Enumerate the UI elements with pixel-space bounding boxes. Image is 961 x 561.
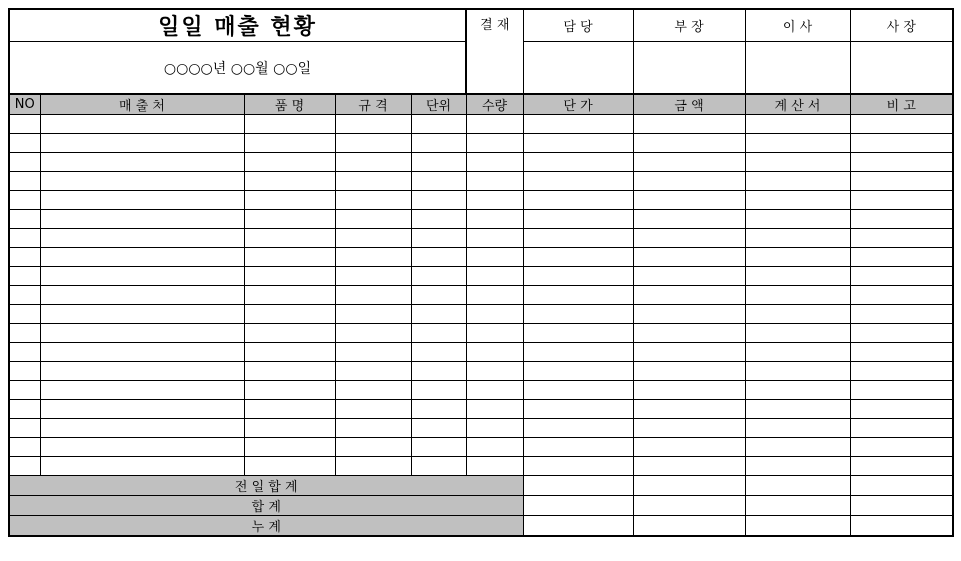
cell-item-name[interactable] bbox=[244, 210, 335, 229]
cell-item-name[interactable] bbox=[244, 305, 335, 324]
cell-invoice[interactable] bbox=[745, 267, 850, 286]
cell-remarks[interactable] bbox=[850, 381, 953, 400]
cell-remarks[interactable] bbox=[850, 438, 953, 457]
cell-invoice[interactable] bbox=[745, 210, 850, 229]
cell-customer[interactable] bbox=[40, 248, 244, 267]
total-row-cell-invoice[interactable] bbox=[745, 496, 850, 516]
cumulative-row-label: 누 계 bbox=[9, 516, 523, 537]
cell-quantity[interactable] bbox=[466, 229, 523, 248]
cell-unit[interactable] bbox=[411, 210, 466, 229]
cell-invoice[interactable] bbox=[745, 343, 850, 362]
cell-quantity[interactable] bbox=[466, 267, 523, 286]
cell-unit-price[interactable] bbox=[523, 134, 633, 153]
cell-quantity[interactable] bbox=[466, 191, 523, 210]
cell-invoice[interactable] bbox=[745, 134, 850, 153]
cell-remarks[interactable] bbox=[850, 191, 953, 210]
report-header-table bbox=[8, 8, 954, 94]
cell-item-name[interactable] bbox=[244, 248, 335, 267]
cell-customer[interactable] bbox=[40, 419, 244, 438]
cell-amount[interactable] bbox=[633, 305, 745, 324]
cell-unit-price[interactable] bbox=[523, 305, 633, 324]
cell-invoice[interactable] bbox=[745, 400, 850, 419]
cell-unit-price[interactable] bbox=[523, 286, 633, 305]
cell-remarks[interactable] bbox=[850, 134, 953, 153]
cell-spec[interactable] bbox=[335, 343, 411, 362]
cell-unit-price[interactable] bbox=[523, 229, 633, 248]
cell-customer[interactable] bbox=[40, 229, 244, 248]
cell-no[interactable] bbox=[9, 134, 40, 153]
cell-quantity[interactable] bbox=[466, 115, 523, 134]
sign-box-president[interactable] bbox=[850, 42, 953, 94]
cell-spec[interactable] bbox=[335, 419, 411, 438]
cell-amount[interactable] bbox=[633, 286, 745, 305]
approver-staff: 담 당 bbox=[523, 9, 633, 42]
cell-spec[interactable] bbox=[335, 229, 411, 248]
cell-no[interactable] bbox=[9, 229, 40, 248]
approval-label: 결 재 bbox=[466, 9, 523, 94]
cell-spec[interactable] bbox=[335, 210, 411, 229]
cell-spec[interactable] bbox=[335, 172, 411, 191]
cell-amount[interactable] bbox=[633, 267, 745, 286]
cell-unit[interactable] bbox=[411, 305, 466, 324]
sign-box-staff[interactable] bbox=[523, 42, 633, 94]
cell-item-name[interactable] bbox=[244, 381, 335, 400]
total-row-label: 합 계 bbox=[9, 496, 523, 516]
cell-remarks[interactable] bbox=[850, 172, 953, 191]
cell-remarks[interactable] bbox=[850, 115, 953, 134]
cell-no[interactable] bbox=[9, 267, 40, 286]
sign-box-director[interactable] bbox=[745, 42, 850, 94]
cell-unit[interactable] bbox=[411, 438, 466, 457]
cell-no[interactable] bbox=[9, 438, 40, 457]
cell-invoice[interactable] bbox=[745, 457, 850, 476]
cell-unit-price[interactable] bbox=[523, 267, 633, 286]
table-row bbox=[9, 267, 953, 286]
cell-spec[interactable] bbox=[335, 381, 411, 400]
cell-customer[interactable] bbox=[40, 191, 244, 210]
cell-invoice[interactable] bbox=[745, 172, 850, 191]
cell-quantity[interactable] bbox=[466, 172, 523, 191]
cell-invoice[interactable] bbox=[745, 381, 850, 400]
cell-quantity[interactable] bbox=[466, 343, 523, 362]
cell-unit[interactable] bbox=[411, 134, 466, 153]
cell-item-name[interactable] bbox=[244, 153, 335, 172]
cell-remarks[interactable] bbox=[850, 419, 953, 438]
cell-quantity[interactable] bbox=[466, 457, 523, 476]
cell-invoice[interactable] bbox=[745, 191, 850, 210]
total-row bbox=[9, 496, 953, 516]
cell-spec[interactable] bbox=[335, 248, 411, 267]
table-row bbox=[9, 115, 953, 134]
cell-unit[interactable] bbox=[411, 457, 466, 476]
cell-unit[interactable] bbox=[411, 115, 466, 134]
cell-quantity[interactable] bbox=[466, 305, 523, 324]
cell-unit-price[interactable] bbox=[523, 419, 633, 438]
cell-item-name[interactable] bbox=[244, 457, 335, 476]
cell-remarks[interactable] bbox=[850, 229, 953, 248]
prev-total-row bbox=[9, 476, 953, 496]
cell-amount[interactable] bbox=[633, 191, 745, 210]
report-date: ○○○○년 ○○월 ○○일 bbox=[9, 42, 466, 94]
cell-unit[interactable] bbox=[411, 191, 466, 210]
table-row bbox=[9, 134, 953, 153]
cell-unit[interactable] bbox=[411, 172, 466, 191]
cell-no[interactable] bbox=[9, 191, 40, 210]
total-row-cell-amount[interactable] bbox=[633, 496, 745, 516]
cell-remarks[interactable] bbox=[850, 343, 953, 362]
cell-customer[interactable] bbox=[40, 210, 244, 229]
cell-invoice[interactable] bbox=[745, 438, 850, 457]
cell-spec[interactable] bbox=[335, 400, 411, 419]
cell-amount[interactable] bbox=[633, 115, 745, 134]
table-row bbox=[9, 172, 953, 191]
cell-remarks[interactable] bbox=[850, 362, 953, 381]
cell-unit-price[interactable] bbox=[523, 381, 633, 400]
cell-amount[interactable] bbox=[633, 210, 745, 229]
cell-invoice[interactable] bbox=[745, 362, 850, 381]
cell-quantity[interactable] bbox=[466, 286, 523, 305]
cell-invoice[interactable] bbox=[745, 229, 850, 248]
cell-unit-price[interactable] bbox=[523, 153, 633, 172]
cell-remarks[interactable] bbox=[850, 400, 953, 419]
cell-unit[interactable] bbox=[411, 248, 466, 267]
cell-item-name[interactable] bbox=[244, 134, 335, 153]
cell-customer[interactable] bbox=[40, 115, 244, 134]
cell-remarks[interactable] bbox=[850, 305, 953, 324]
cell-unit[interactable] bbox=[411, 267, 466, 286]
cell-no[interactable] bbox=[9, 248, 40, 267]
cell-item-name[interactable] bbox=[244, 362, 335, 381]
cell-remarks[interactable] bbox=[850, 267, 953, 286]
cell-unit-price[interactable] bbox=[523, 210, 633, 229]
cell-amount[interactable] bbox=[633, 400, 745, 419]
table-row bbox=[9, 191, 953, 210]
cell-no[interactable] bbox=[9, 362, 40, 381]
cell-remarks[interactable] bbox=[850, 324, 953, 343]
cell-quantity[interactable] bbox=[466, 419, 523, 438]
table-row bbox=[9, 153, 953, 172]
cell-spec[interactable] bbox=[335, 134, 411, 153]
cell-unit-price[interactable] bbox=[523, 343, 633, 362]
cell-invoice[interactable] bbox=[745, 248, 850, 267]
column-header-spec: 규 격 bbox=[335, 94, 411, 115]
cell-item-name[interactable] bbox=[244, 400, 335, 419]
cell-amount[interactable] bbox=[633, 229, 745, 248]
cell-unit-price[interactable] bbox=[523, 115, 633, 134]
cell-customer[interactable] bbox=[40, 438, 244, 457]
column-header-customer: 매 출 처 bbox=[40, 94, 244, 115]
cell-unit[interactable] bbox=[411, 419, 466, 438]
cell-no[interactable] bbox=[9, 419, 40, 438]
cell-unit[interactable] bbox=[411, 324, 466, 343]
cell-quantity[interactable] bbox=[466, 324, 523, 343]
cell-customer[interactable] bbox=[40, 324, 244, 343]
cell-unit[interactable] bbox=[411, 153, 466, 172]
cell-spec[interactable] bbox=[335, 286, 411, 305]
cell-unit-price[interactable] bbox=[523, 191, 633, 210]
cell-amount[interactable] bbox=[633, 419, 745, 438]
cell-invoice[interactable] bbox=[745, 324, 850, 343]
cell-remarks[interactable] bbox=[850, 248, 953, 267]
column-header-remarks: 비 고 bbox=[850, 94, 953, 115]
table-row bbox=[9, 229, 953, 248]
cell-amount[interactable] bbox=[633, 381, 745, 400]
table-row bbox=[9, 248, 953, 267]
cell-item-name[interactable] bbox=[244, 324, 335, 343]
cell-spec[interactable] bbox=[335, 438, 411, 457]
table-row bbox=[9, 324, 953, 343]
cell-customer[interactable] bbox=[40, 305, 244, 324]
total-row-cell-unit-price[interactable] bbox=[523, 496, 633, 516]
column-header-amount: 금 액 bbox=[633, 94, 745, 115]
cell-invoice[interactable] bbox=[745, 153, 850, 172]
cell-customer[interactable] bbox=[40, 153, 244, 172]
cell-amount[interactable] bbox=[633, 172, 745, 191]
cell-quantity[interactable] bbox=[466, 438, 523, 457]
table-row bbox=[9, 343, 953, 362]
cell-unit-price[interactable] bbox=[523, 400, 633, 419]
cell-item-name[interactable] bbox=[244, 229, 335, 248]
cell-quantity[interactable] bbox=[466, 400, 523, 419]
cell-no[interactable] bbox=[9, 172, 40, 191]
prev-total-row-label: 전 일 합 계 bbox=[9, 476, 523, 496]
cumulative-row-cell-invoice[interactable] bbox=[745, 516, 850, 537]
cell-customer[interactable] bbox=[40, 172, 244, 191]
cell-invoice[interactable] bbox=[745, 286, 850, 305]
column-header-item-name: 품 명 bbox=[244, 94, 335, 115]
column-header-no: NO bbox=[9, 94, 40, 115]
approver-director: 이 사 bbox=[745, 9, 850, 42]
cell-amount[interactable] bbox=[633, 134, 745, 153]
cell-unit-price[interactable] bbox=[523, 362, 633, 381]
cell-customer[interactable] bbox=[40, 400, 244, 419]
cell-unit[interactable] bbox=[411, 229, 466, 248]
table-row bbox=[9, 457, 953, 476]
cell-spec[interactable] bbox=[335, 324, 411, 343]
cell-no[interactable] bbox=[9, 457, 40, 476]
cell-unit-price[interactable] bbox=[523, 248, 633, 267]
cell-unit-price[interactable] bbox=[523, 172, 633, 191]
cell-item-name[interactable] bbox=[244, 115, 335, 134]
cell-no[interactable] bbox=[9, 153, 40, 172]
cell-quantity[interactable] bbox=[466, 134, 523, 153]
cell-unit[interactable] bbox=[411, 381, 466, 400]
cell-customer[interactable] bbox=[40, 343, 244, 362]
cell-spec[interactable] bbox=[335, 305, 411, 324]
cell-no[interactable] bbox=[9, 400, 40, 419]
column-header-unit: 단위 bbox=[411, 94, 466, 115]
table-row bbox=[9, 438, 953, 457]
cell-amount[interactable] bbox=[633, 343, 745, 362]
cell-no[interactable] bbox=[9, 115, 40, 134]
cell-spec[interactable] bbox=[335, 362, 411, 381]
approver-president: 사 장 bbox=[850, 9, 953, 42]
cell-remarks[interactable] bbox=[850, 210, 953, 229]
cell-no[interactable] bbox=[9, 381, 40, 400]
cell-invoice[interactable] bbox=[745, 419, 850, 438]
cumulative-row bbox=[9, 516, 953, 537]
cell-item-name[interactable] bbox=[244, 191, 335, 210]
cell-remarks[interactable] bbox=[850, 286, 953, 305]
prev-total-row-cell-unit-price[interactable] bbox=[523, 476, 633, 496]
prev-total-row-cell-invoice[interactable] bbox=[745, 476, 850, 496]
table-row bbox=[9, 419, 953, 438]
cumulative-row-cell-amount[interactable] bbox=[633, 516, 745, 537]
cell-unit[interactable] bbox=[411, 343, 466, 362]
column-header-unit-price: 단 가 bbox=[523, 94, 633, 115]
cell-unit[interactable] bbox=[411, 400, 466, 419]
cell-spec[interactable] bbox=[335, 115, 411, 134]
cell-unit[interactable] bbox=[411, 286, 466, 305]
cell-no[interactable] bbox=[9, 343, 40, 362]
table-row bbox=[9, 400, 953, 419]
cell-quantity[interactable] bbox=[466, 381, 523, 400]
cell-no[interactable] bbox=[9, 210, 40, 229]
cell-unit-price[interactable] bbox=[523, 457, 633, 476]
cell-spec[interactable] bbox=[335, 191, 411, 210]
total-row-cell-remarks[interactable] bbox=[850, 496, 953, 516]
sign-box-manager[interactable] bbox=[633, 42, 745, 94]
cell-unit[interactable] bbox=[411, 362, 466, 381]
cell-invoice[interactable] bbox=[745, 305, 850, 324]
cell-customer[interactable] bbox=[40, 286, 244, 305]
cell-quantity[interactable] bbox=[466, 248, 523, 267]
cell-invoice[interactable] bbox=[745, 115, 850, 134]
cell-amount[interactable] bbox=[633, 457, 745, 476]
table-row bbox=[9, 286, 953, 305]
cell-quantity[interactable] bbox=[466, 153, 523, 172]
column-header-invoice: 계 산 서 bbox=[745, 94, 850, 115]
cell-item-name[interactable] bbox=[244, 286, 335, 305]
cell-amount[interactable] bbox=[633, 362, 745, 381]
cell-item-name[interactable] bbox=[244, 172, 335, 191]
cell-spec[interactable] bbox=[335, 153, 411, 172]
table-row bbox=[9, 381, 953, 400]
table-row bbox=[9, 210, 953, 229]
cell-item-name[interactable] bbox=[244, 343, 335, 362]
cell-item-name[interactable] bbox=[244, 267, 335, 286]
cell-spec[interactable] bbox=[335, 457, 411, 476]
cell-amount[interactable] bbox=[633, 153, 745, 172]
cell-quantity[interactable] bbox=[466, 362, 523, 381]
cell-amount[interactable] bbox=[633, 248, 745, 267]
cell-unit-price[interactable] bbox=[523, 438, 633, 457]
cell-amount[interactable] bbox=[633, 438, 745, 457]
cell-customer[interactable] bbox=[40, 134, 244, 153]
approver-manager: 부 장 bbox=[633, 9, 745, 42]
cell-customer[interactable] bbox=[40, 362, 244, 381]
table-row bbox=[9, 305, 953, 324]
cell-item-name[interactable] bbox=[244, 438, 335, 457]
column-header-quantity: 수량 bbox=[466, 94, 523, 115]
prev-total-row-cell-remarks[interactable] bbox=[850, 476, 953, 496]
cell-remarks[interactable] bbox=[850, 153, 953, 172]
cell-spec[interactable] bbox=[335, 267, 411, 286]
cell-amount[interactable] bbox=[633, 324, 745, 343]
table-row bbox=[9, 362, 953, 381]
cumulative-row-cell-remarks[interactable] bbox=[850, 516, 953, 537]
cell-no[interactable] bbox=[9, 286, 40, 305]
cell-no[interactable] bbox=[9, 305, 40, 324]
prev-total-row-cell-amount[interactable] bbox=[633, 476, 745, 496]
page-title: 일일 매출 현황 bbox=[9, 9, 466, 42]
sales-table bbox=[8, 93, 954, 537]
cell-customer[interactable] bbox=[40, 381, 244, 400]
cell-unit-price[interactable] bbox=[523, 324, 633, 343]
cell-no[interactable] bbox=[9, 324, 40, 343]
cell-remarks[interactable] bbox=[850, 457, 953, 476]
cumulative-row-cell-unit-price[interactable] bbox=[523, 516, 633, 537]
cell-customer[interactable] bbox=[40, 457, 244, 476]
cell-quantity[interactable] bbox=[466, 210, 523, 229]
cell-item-name[interactable] bbox=[244, 419, 335, 438]
cell-customer[interactable] bbox=[40, 267, 244, 286]
